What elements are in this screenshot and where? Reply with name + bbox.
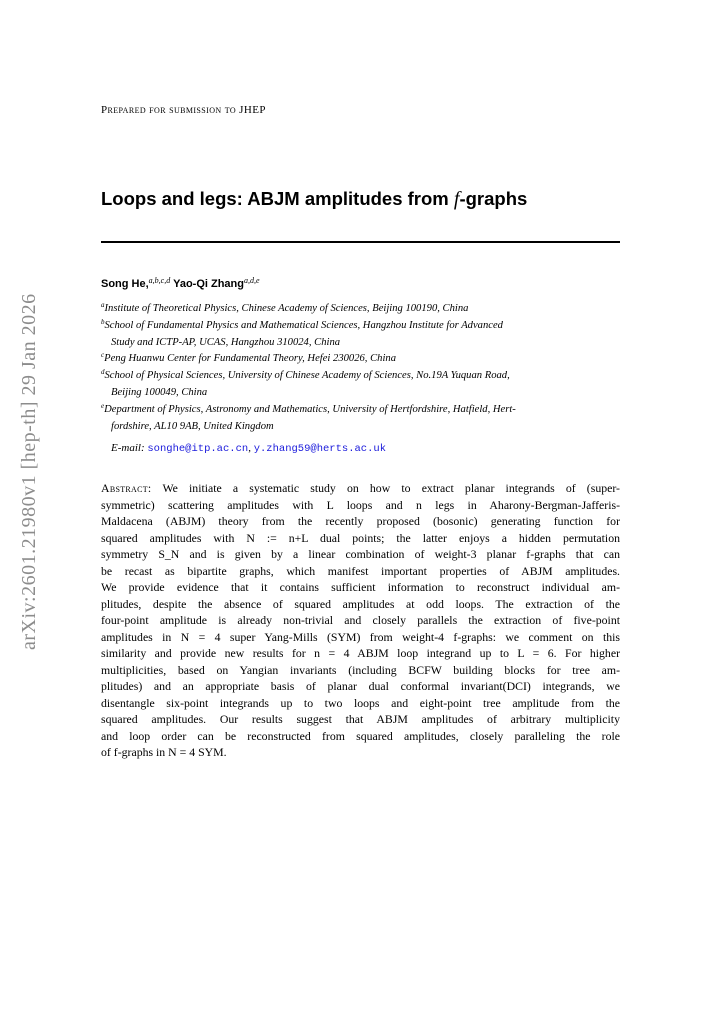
- abstract-line: amplitudes in N = 4 super Yang-Mills (SYM) from weight-4 f-graphs: we comment on this: [101, 629, 620, 644]
- abstract-label: Abstract:: [101, 481, 152, 495]
- abstract-line: four-point amplitude is already non-trivial and closely parallels the extraction of five-point: [101, 613, 620, 627]
- affiliation-key: c: [101, 351, 105, 359]
- title-rule: [101, 241, 620, 243]
- abstract-line: Maldacena (ABJM) theory from the recently proposed (bosonic) generating function for: [101, 514, 620, 528]
- submission-note: Prepared for submission to JHEP: [101, 104, 266, 116]
- author-affiliation-marks: a,b,c,d: [148, 276, 171, 285]
- abstract-line: Abstract: We initiate a systematic study on how to extract planar integrands of (super-: [101, 481, 620, 495]
- title-part-1: Loops and legs: ABJM amplitudes from: [101, 188, 454, 209]
- abstract-line: We provide evidence that it contains sufficient information to reconstruct individual am-: [101, 580, 620, 594]
- email-link[interactable]: songhe@itp.ac.cn: [147, 443, 249, 455]
- email-separator: ,: [248, 442, 254, 454]
- author-name: Song He,: [101, 278, 149, 290]
- abstract-line: symmetry S_N and is given by a linear combination of weight-3 planar f-graphs that can: [101, 547, 620, 561]
- email-link[interactable]: y.zhang59@herts.ac.uk: [253, 443, 387, 455]
- paper-title: [101, 188, 527, 211]
- abstract-line: squared amplitudes. Our results suggest that ABJM amplitudes of arbitrary multiplicity: [101, 712, 620, 726]
- abstract-line: be recast as bipartite graphs, which manifest important properties of ABJM amplitudes.: [101, 563, 620, 578]
- author-list: [101, 276, 260, 290]
- abstract-line: plitudes) and an appropriate basis of planar dual conformal invariant(DCI) integrands, we: [101, 679, 620, 693]
- affiliation-e: [101, 398, 623, 435]
- abstract-line: symmetric) scattering amplitudes with L loops and n legs in Aharony-Bergman-Jafferis-: [101, 497, 620, 512]
- author-name: Yao-Qi Zhang: [173, 278, 244, 290]
- affiliation-text-continued: Study and ICTP-AP, UCAS, Hangzhou 310024, China: [111, 336, 341, 348]
- abstract-line: disentangle six-point integrands up to two loops and eight-point tree amplitude from the: [101, 695, 620, 710]
- affiliation-d: [101, 364, 623, 401]
- abstract-line: squared amplitudes with N := n+L dual points; the latter enjoys a hidden permutation: [101, 530, 620, 545]
- affiliation-b: [101, 314, 623, 351]
- abstract-line: of f-graphs in N = 4 SYM.: [101, 745, 227, 759]
- abstract: [101, 480, 620, 761]
- title-part-2: -graphs: [459, 188, 528, 209]
- affiliation-text: Department of Physics, Astronomy and Mathematics, University of Hertfordshire, Hatfield, Hert-: [104, 404, 516, 415]
- affiliation-text: School of Fundamental Physics and Mathematical Sciences, Hangzhou Institute for Advanced: [104, 320, 503, 331]
- abstract-line: plitudes, despite the absence of squared amplitudes at odd loops. The extraction of the: [101, 596, 620, 611]
- affiliation-text: Peng Huanwu Center for Fundamental Theory, Hefei 230026, China: [104, 353, 397, 364]
- affiliation-text: Institute of Theoretical Physics, Chinese Academy of Sciences, Beijing 100190, China: [104, 303, 469, 314]
- title-italic-f: f: [453, 188, 460, 210]
- affiliation-text-continued: Beijing 100049, China: [111, 386, 208, 398]
- abstract-line: similarity and provide new results for n = 4 ABJM loop integrand up to L = 6. For higher: [101, 646, 620, 660]
- abstract-line: multiplicities, based on Yangian invariants (including BCFW building blocks for tree am-: [101, 662, 620, 677]
- affiliation-key: e: [101, 402, 105, 410]
- affiliation-text: School of Physical Sciences, University of Chinese Academy of Sciences, No.19A Yuquan Road,: [104, 370, 510, 381]
- email-line: [111, 442, 386, 455]
- arxiv-identifier-stamp: arXiv:2601.21980v1 [hep-th] 29 Jan 2026: [18, 293, 40, 650]
- affiliation-text-continued: fordshire, AL10 9AB, United Kingdom: [111, 420, 274, 432]
- affiliation-key: a: [101, 301, 105, 309]
- abstract-line: and loop order can be reconstructed from squared amplitudes, closely paralleling the role: [101, 728, 620, 743]
- affiliation-key: b: [101, 318, 105, 326]
- email-label: E-mail:: [111, 442, 145, 454]
- author-affiliation-marks: a,d,e: [244, 276, 260, 285]
- affiliation-key: d: [101, 368, 105, 376]
